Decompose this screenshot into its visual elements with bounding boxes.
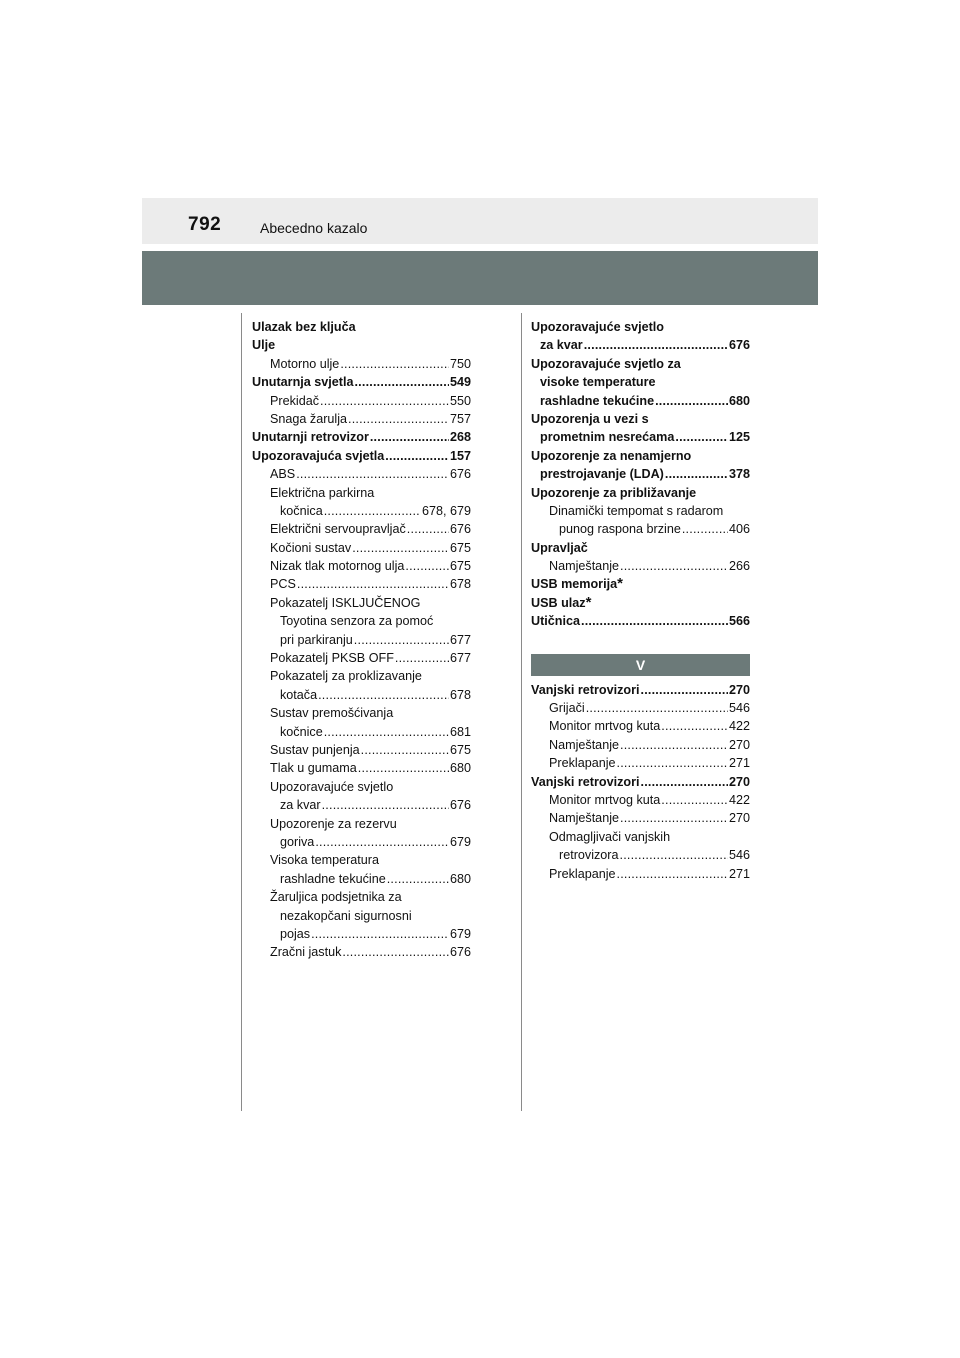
index-entry-page: 676 — [449, 522, 471, 537]
index-entry-term: Kočioni sustav — [270, 540, 352, 555]
index-entry — [252, 447, 471, 465]
index-entry-term: Upozorenje za rezervu — [270, 816, 397, 831]
index-entry-term: Upozoravajuća svjetla — [252, 448, 385, 463]
index-entry-term: Upozorenje za približavanje — [531, 485, 697, 500]
index-entry-term: Upozoravajuće svjetlo za — [531, 356, 681, 371]
index-entry-term: USB memorija — [531, 577, 618, 592]
index-entry — [252, 778, 471, 796]
index-entry-term: Upravljač — [531, 540, 588, 555]
index-entry-page: 676 — [449, 945, 471, 960]
index-entry-term: Upozoravajuće svjetlo — [270, 779, 394, 794]
dot-leader — [620, 736, 728, 754]
index-entry-page: 422 — [728, 792, 750, 807]
index-entry-page: 271 — [728, 756, 750, 771]
index-entry-term: Toyotina senzora za pomoć — [280, 614, 434, 629]
dot-leader — [318, 686, 449, 704]
index-entry-page: 676 — [728, 338, 750, 353]
index-entry — [252, 667, 471, 685]
index-entry-page: 422 — [728, 719, 750, 734]
index-entry-term: Električna parkirna — [270, 485, 375, 500]
column-rule-left — [241, 313, 242, 1111]
index-entry-term: nezakopčani sigurnosni — [280, 908, 412, 923]
dot-leader — [348, 410, 449, 428]
index-entry — [531, 539, 750, 557]
index-entry — [531, 502, 750, 520]
index-entry — [252, 465, 471, 483]
index-entry-page: 270 — [728, 682, 750, 697]
index-entry-page: 750 — [449, 356, 471, 371]
index-entry — [252, 575, 471, 593]
dot-leader — [324, 502, 421, 520]
index-entry — [252, 410, 471, 428]
dot-leader — [620, 809, 728, 827]
index-entry-term: Snaga žarulja — [270, 411, 348, 426]
dot-leader — [641, 681, 728, 699]
index-entry — [531, 447, 750, 465]
index-entry — [252, 631, 471, 649]
index-entry-term: Preklapanje — [549, 866, 616, 881]
index-entry-term: Prekidač — [270, 393, 319, 408]
index-entry-page: 678, 679 — [421, 503, 471, 518]
index-entry — [252, 594, 471, 612]
index-entry — [531, 699, 750, 717]
index-entry-term: Namještanje — [549, 737, 619, 752]
index-entry-page: 378 — [728, 467, 750, 482]
index-entry-term: Namještanje — [549, 811, 619, 826]
index-entry-term: Upozorenje za nenamjerno — [531, 448, 692, 463]
index-entry-term: rashladne tekućine — [280, 871, 386, 886]
index-entry — [531, 318, 750, 336]
index-entry — [252, 502, 471, 520]
index-entry-term: rashladne tekućine — [540, 393, 655, 408]
index-entry-term: Ulje — [252, 338, 276, 353]
index-entry — [252, 484, 471, 502]
index-entry-term: Pokazatelj ISKLJUČENOG — [270, 595, 421, 610]
index-entry-page: 266 — [728, 559, 750, 574]
index-entry — [252, 888, 471, 906]
dot-leader — [315, 833, 449, 851]
dot-leader — [354, 373, 449, 391]
index-entry-term: Preklapanje — [549, 756, 616, 771]
index-entry — [531, 355, 750, 373]
index-entry-term: Motorno ulje — [270, 356, 340, 371]
index-entry-term: Nizak tlak motornog ulja — [270, 559, 405, 574]
index-entry — [531, 846, 750, 864]
index-column-right — [531, 318, 750, 883]
index-entry — [252, 870, 471, 888]
index-entry — [252, 741, 471, 759]
dot-leader — [617, 865, 728, 883]
index-entry-term: goriva — [280, 834, 315, 849]
index-entry-page: 268 — [449, 430, 471, 445]
index-entry-term: Utičnica — [531, 614, 580, 629]
index-group-u — [531, 318, 750, 631]
index-entry — [252, 925, 471, 943]
index-entry-page: 680 — [449, 761, 471, 776]
dot-leader — [361, 741, 449, 759]
index-entry-page: 546 — [728, 848, 750, 863]
index-entry-term: Sustav punjenja — [270, 742, 360, 757]
index-entry — [252, 392, 471, 410]
dot-leader — [682, 520, 728, 538]
index-entry-page: 678 — [449, 687, 471, 702]
index-entry — [531, 373, 750, 391]
index-entry-term: kočnice — [280, 724, 323, 739]
index-entry: USB ulaz * — [531, 593, 592, 611]
dot-leader — [581, 612, 728, 630]
index-entry-term: za kvar — [540, 338, 583, 353]
dot-leader — [296, 465, 449, 483]
index-entry-page: 550 — [449, 393, 471, 408]
index-entry-page: 546 — [728, 701, 750, 716]
index-group-v — [531, 681, 750, 883]
index-entry — [252, 796, 471, 814]
index-entry-page: 270 — [728, 737, 750, 752]
index-entry-term: Vanjski retrovizori — [531, 774, 640, 789]
index-entry-page: 157 — [449, 448, 471, 463]
index-entry-term: Dinamički tempomat s radarom — [549, 503, 724, 518]
dot-leader — [385, 447, 449, 465]
index-entry-term: Monitor mrtvog kuta — [549, 792, 661, 807]
dot-leader — [387, 870, 449, 888]
index-entry-term: Vanjski retrovizori — [531, 682, 640, 697]
index-entry — [252, 612, 471, 630]
index-entry-term: retrovizora — [559, 848, 619, 863]
index-entry — [252, 520, 471, 538]
index-entry-term: prestrojavanje (LDA) — [540, 467, 664, 482]
index-entry — [531, 717, 750, 735]
index-entry: USB memorija * — [531, 575, 623, 593]
index-entry-term: Odmagljivači vanjskih — [549, 829, 671, 844]
dot-leader — [655, 392, 728, 410]
dot-leader — [407, 520, 449, 538]
index-entry-term: Upozoravajuće svjetlo — [531, 320, 664, 334]
index-entry-page: 680 — [728, 393, 750, 408]
dot-leader — [405, 557, 449, 575]
index-entry-term: Žaruljica podsjetnika za — [270, 890, 402, 905]
index-entry — [252, 704, 471, 722]
index-entry — [252, 943, 471, 961]
dot-leader — [324, 723, 449, 741]
index-entry-term: prometnim nesrećama — [540, 430, 675, 445]
dot-leader — [297, 575, 449, 593]
index-entry-term: Upozorenja u vezi s — [531, 411, 649, 426]
index-entry-term: Tlak u gumama — [270, 761, 357, 776]
index-entry-page: 549 — [449, 375, 471, 390]
dot-leader — [340, 355, 449, 373]
index-entry-page: 406 — [728, 522, 750, 537]
index-entry-page: 677 — [449, 632, 471, 647]
index-entry-page: 679 — [449, 926, 471, 941]
dot-leader — [665, 465, 728, 483]
index-entry-term: visoke temperature — [540, 375, 656, 390]
index-entry-term: pojas — [280, 926, 311, 941]
index-entry — [531, 465, 750, 483]
index-entry — [531, 828, 750, 846]
index-entry — [531, 612, 750, 630]
index-entry — [531, 520, 750, 538]
index-entry-page: 680 — [449, 871, 471, 886]
index-entry-term: Namještanje — [549, 559, 619, 574]
dot-leader — [322, 796, 449, 814]
index-entry — [531, 392, 750, 410]
group-spacer — [531, 631, 750, 654]
index-entry-page: 757 — [449, 411, 471, 426]
index-entry-page: 676 — [449, 467, 471, 482]
index-entry-page: 270 — [728, 811, 750, 826]
index-entry-page: 271 — [728, 866, 750, 881]
dot-leader — [675, 428, 728, 446]
index-entry-term: za kvar — [280, 798, 321, 813]
header-band — [142, 198, 818, 244]
index-entry — [531, 681, 750, 699]
index-entry-term: Unutarnji retrovizor — [252, 430, 369, 445]
index-entry — [531, 809, 750, 827]
index-entry — [252, 373, 471, 391]
dot-leader — [641, 773, 728, 791]
index-entry — [531, 428, 750, 446]
index-entry-page: 270 — [728, 774, 750, 789]
index-entry-term: kotača — [280, 687, 318, 702]
dot-leader — [352, 539, 449, 557]
dot-leader — [354, 631, 449, 649]
index-entry — [252, 336, 471, 354]
index-entry-page: 677 — [449, 651, 471, 666]
column-rule-right — [521, 313, 522, 1111]
index-entry — [252, 318, 471, 336]
index-entry-term: pri parkiranju — [280, 632, 353, 647]
index-entry — [531, 791, 750, 809]
index-entry — [252, 428, 471, 446]
index-entry-term: Unutarnja svjetla — [252, 375, 354, 390]
index-entry — [531, 773, 750, 791]
index-entry-term: Ulazak bez ključa — [252, 320, 356, 334]
index-entry-page: 675 — [449, 540, 471, 555]
section-letter-bar: V — [531, 654, 750, 676]
dot-leader — [617, 754, 728, 772]
index-entry-term: kočnica — [280, 503, 323, 518]
index-entry — [252, 759, 471, 777]
title-bar — [142, 251, 818, 305]
dot-leader — [586, 699, 728, 717]
index-entry — [531, 336, 750, 354]
index-entry-term: PCS — [270, 577, 296, 592]
index-entry-term: Grijači — [549, 701, 585, 716]
index-entry-page: 125 — [728, 430, 750, 445]
section-title: Abecedno kazalo — [260, 220, 368, 236]
index-entry — [531, 736, 750, 754]
index-entry — [252, 686, 471, 704]
index-entry-page: 676 — [449, 798, 471, 813]
index-entry — [252, 539, 471, 557]
index-entry — [252, 833, 471, 851]
dot-leader — [584, 336, 728, 354]
dot-leader — [320, 392, 449, 410]
index-entry — [531, 484, 750, 502]
index-entry-term: Visoka temperatura — [270, 853, 379, 868]
index-entry-term: Električni servoupravljač — [270, 522, 406, 537]
index-entry-term: ABS — [270, 467, 296, 482]
dot-leader — [661, 791, 728, 809]
index-entry-term: punog raspona brzine — [559, 522, 681, 537]
index-entry-term: Pokazatelj za proklizavanje — [270, 669, 422, 684]
index-entry — [252, 723, 471, 741]
index-entry-page: 681 — [449, 724, 471, 739]
index-entry-term: Monitor mrtvog kuta — [549, 719, 661, 734]
index-entry-term: Zračni jastuk — [270, 945, 342, 960]
index-entry — [531, 410, 750, 428]
index-entry — [252, 815, 471, 833]
dot-leader — [395, 649, 449, 667]
dot-leader — [661, 717, 728, 735]
dot-leader — [311, 925, 449, 943]
dot-leader — [342, 943, 449, 961]
index-entry-term: Sustav premošćivanja — [270, 706, 394, 721]
index-entry-page: 675 — [449, 559, 471, 574]
index-entry — [531, 557, 750, 575]
index-entry — [531, 754, 750, 772]
index-entry-term: Pokazatelj PKSB OFF — [270, 651, 394, 666]
dot-leader — [620, 846, 728, 864]
dot-leader — [370, 428, 449, 446]
index-entry — [252, 649, 471, 667]
index-entry — [252, 355, 471, 373]
index-entry — [252, 851, 471, 869]
index-entry-term: USB ulaz — [531, 595, 586, 610]
index-entry — [252, 907, 471, 925]
index-entry-page: 679 — [449, 834, 471, 849]
index-entry-page: 566 — [728, 614, 750, 629]
index-entry-page: 678 — [449, 577, 471, 592]
index-entry — [252, 557, 471, 575]
dot-leader — [620, 557, 728, 575]
dot-leader — [358, 759, 449, 777]
index-column-left — [252, 318, 471, 962]
index-entry-page: 675 — [449, 742, 471, 757]
index-entry — [531, 865, 750, 883]
page-number: 792 — [188, 214, 222, 235]
